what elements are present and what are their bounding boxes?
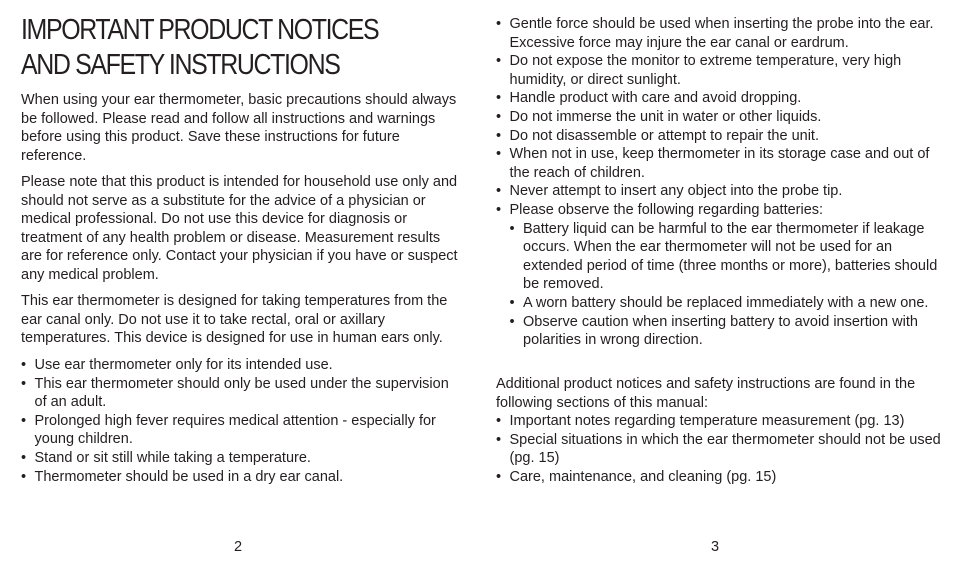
title-line-2: AND SAFETY INSTRUCTIONS (21, 49, 340, 81)
additional-bullet-list (496, 412, 941, 486)
batteries-heading: Please observe the following regarding batteries: (509, 201, 824, 218)
page-number-right: 3 (711, 539, 720, 555)
list-item: • Care, maintenance, and cleaning (pg. 15) (496, 468, 941, 487)
list-item: • Do not immerse the unit in water or other liquids. (496, 108, 941, 127)
sub-list-item: • Battery liquid can be harmful to the ear thermometer if leakage occurs. When the ear thermometer will not be used for an extended period of time (three months or more), batteries should be removed. (510, 220, 942, 294)
household-paragraph (21, 173, 461, 285)
list-item: • Do not expose the monitor to extreme temperature, very high humidity, or direct sunlight. (496, 52, 941, 89)
battery-sub-list (510, 220, 942, 350)
title-line-1: IMPORTANT PRODUCT NOTICES (21, 14, 379, 46)
list-item: • Use ear thermometer only for its intended use. (21, 356, 461, 375)
ear-canal-paragraph (21, 292, 461, 348)
right-bullet-list (496, 15, 941, 350)
list-item: • When not in use, keep thermometer in its storage case and out of the reach of children. (496, 145, 941, 182)
list-item: • Handle product with care and avoid dropping. (496, 89, 941, 108)
page-number-left: 2 (234, 539, 243, 555)
list-item: • Prolonged high fever requires medical attention - especially for young children. (21, 412, 461, 449)
sub-list-item: • A worn battery should be replaced immediately with a new one. (510, 294, 942, 313)
left-bullet-list (21, 356, 461, 486)
list-item: • Do not disassemble or attempt to repair the unit. (496, 127, 941, 146)
paragraph-household-use: Please note that this product is intended for household use only and should not serve as a substitute for the advice of a physician or medical professional. Do not use this device for diagnosis or treatment of any health problem or disease. Measurement results are for reference only. Contact your physician if you have or suspect any medical problem. (21, 174, 458, 283)
additional-intro: Additional product notices and safety instructions are found in the following sections of this manual: (496, 376, 916, 411)
additional-notices-section (496, 375, 941, 487)
page-title (21, 13, 378, 83)
paragraph-ear-canal-only: This ear thermometer is designed for taking temperatures from the ear canal only. Do not use it to take rectal, oral or axillary temperatures. This device is designed for use in human ears only. (21, 293, 448, 347)
sub-list-item: • Observe caution when inserting battery to avoid insertion with polarities in wrong direction. (510, 313, 942, 350)
paragraph-precautions: When using your ear thermometer, basic precautions should always be followed. Please read and follow all instructions and warnings before using this product. Save these instructions for future reference. (21, 92, 457, 164)
intro-paragraph (21, 91, 461, 165)
list-item: • Thermometer should be used in a dry ear canal. (21, 468, 461, 487)
list-item: • Special situations in which the ear thermometer should not be used (pg. 15) (496, 431, 941, 468)
list-item (496, 201, 941, 350)
list-item: • Never attempt to insert any object into the probe tip. (496, 182, 941, 201)
list-item: • This ear thermometer should only be used under the supervision of an adult. (21, 375, 461, 412)
list-item: • Important notes regarding temperature measurement (pg. 13) (496, 412, 941, 431)
list-item: • Stand or sit still while taking a temperature. (21, 449, 461, 468)
list-item: • Gentle force should be used when inserting the probe into the ear. Excessive force may injure the ear canal or eardrum. (496, 15, 941, 52)
